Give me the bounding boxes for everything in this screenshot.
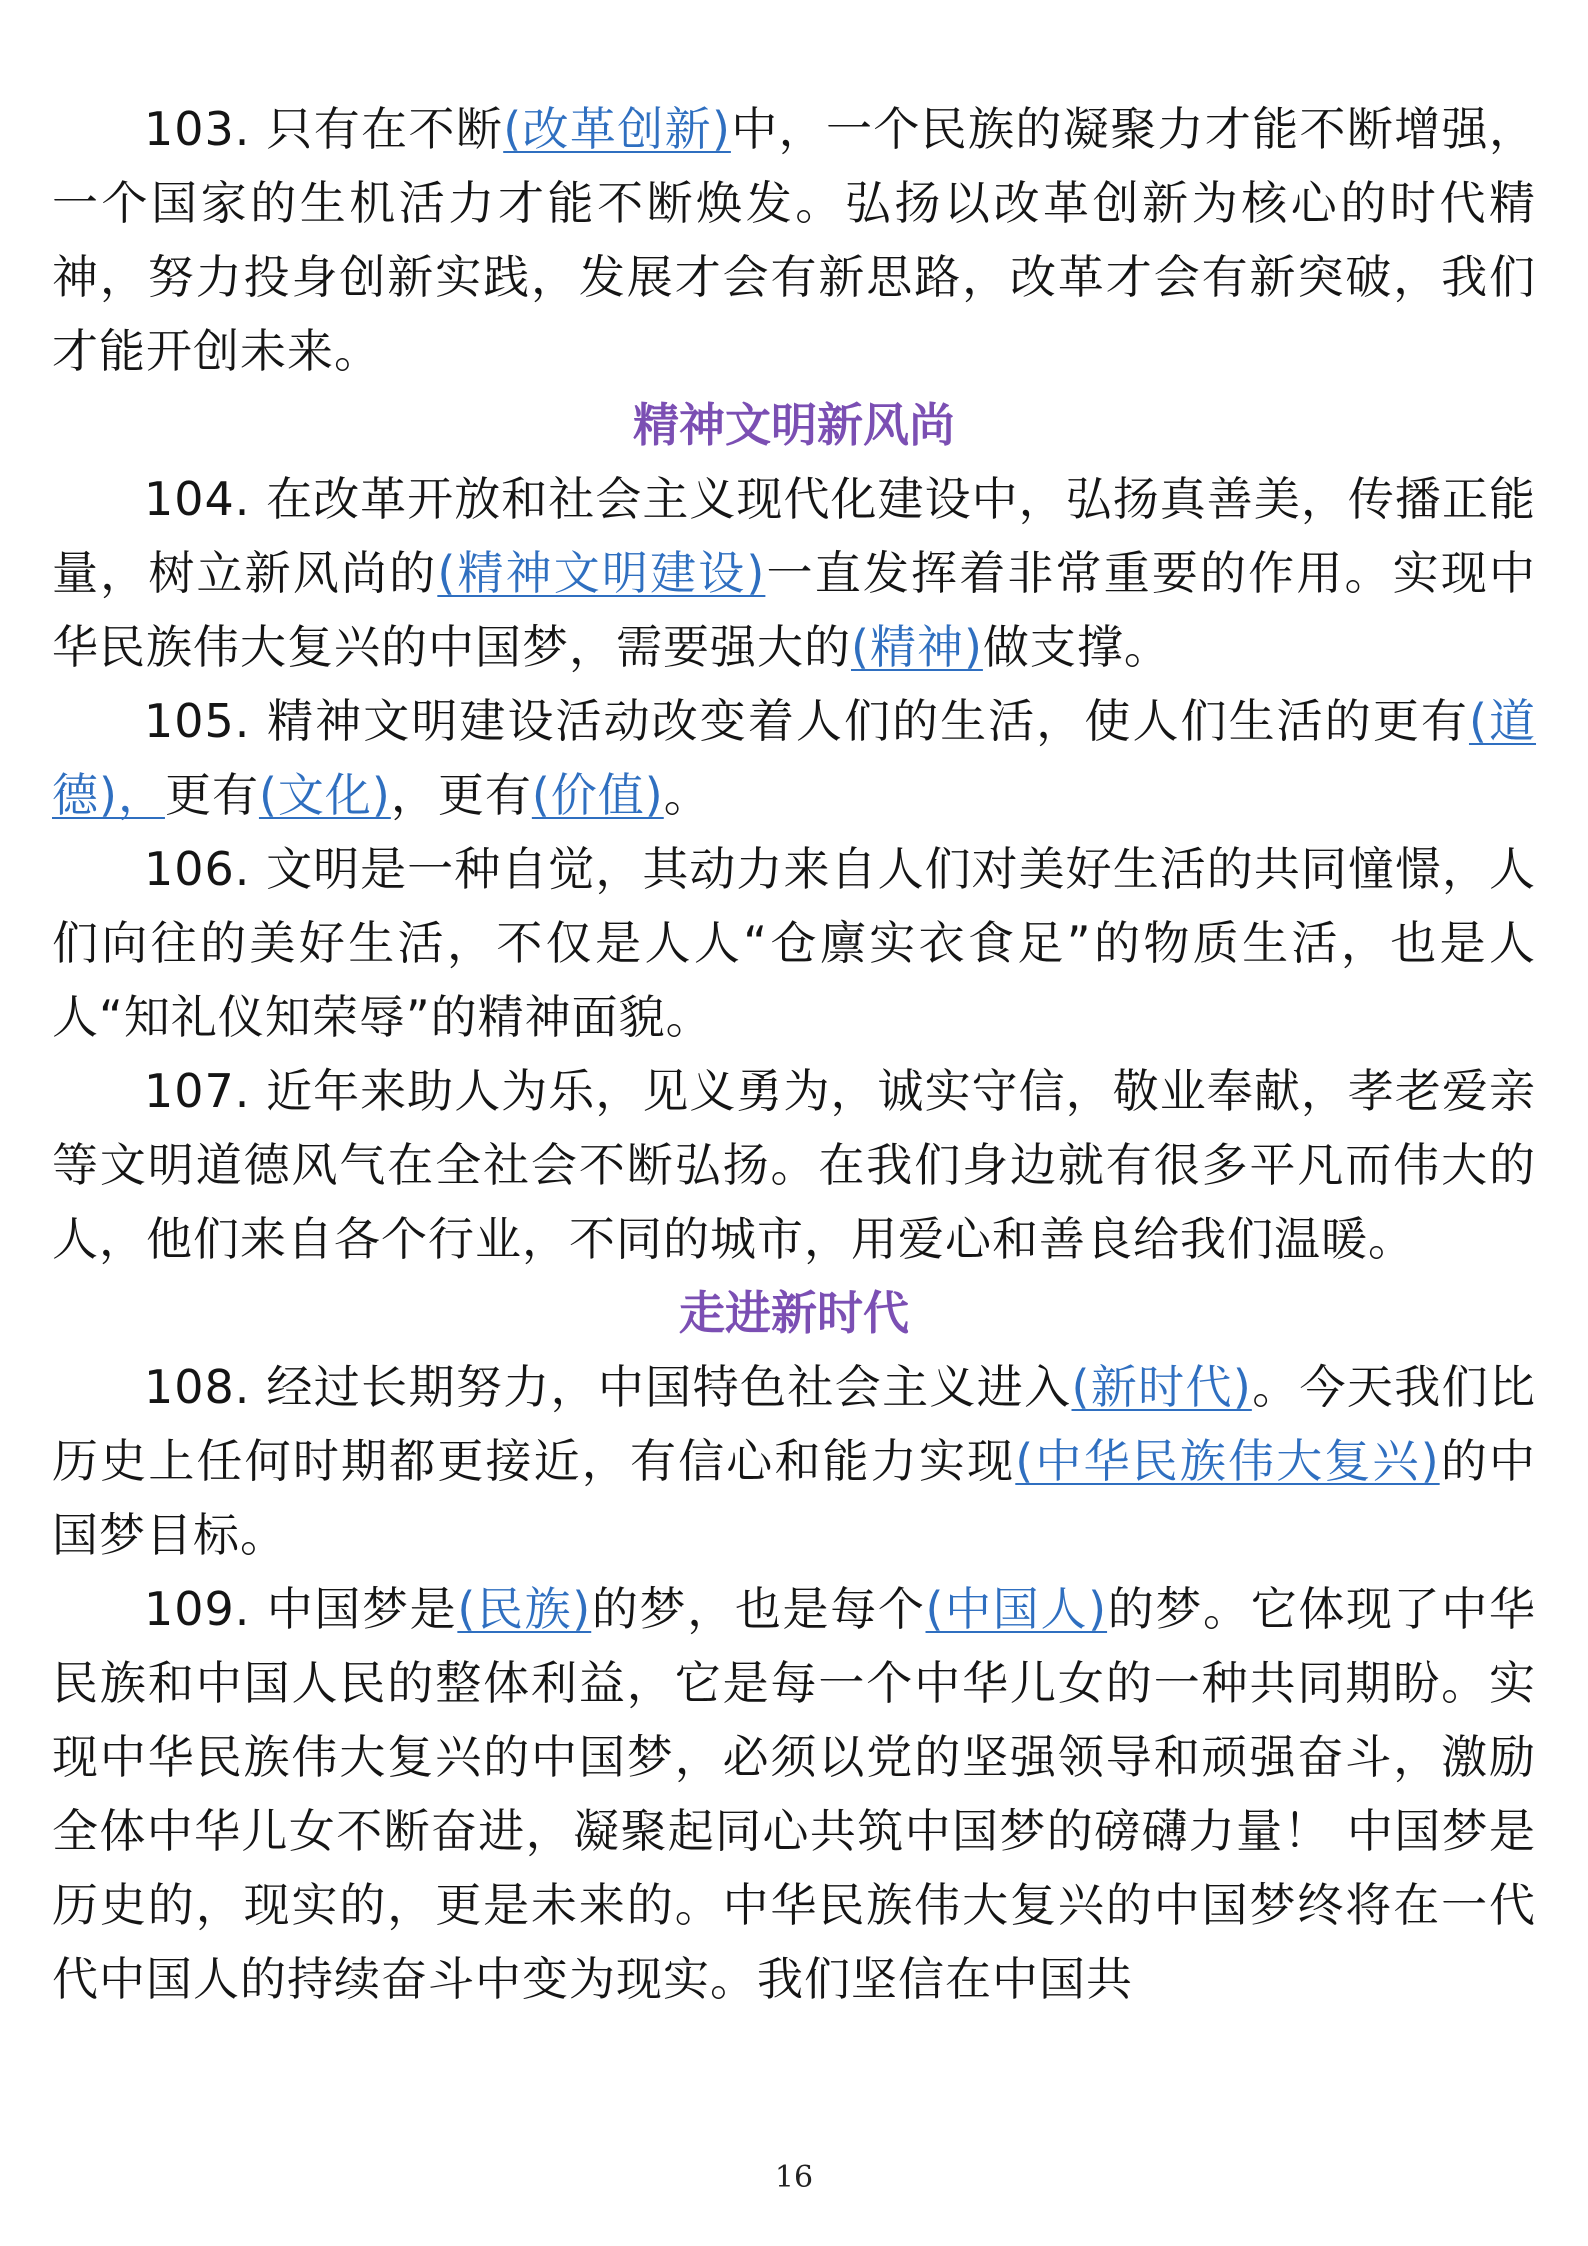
- page-number: 16: [774, 2160, 814, 2195]
- paragraph-text: 107. 近年来助人为乐，见义勇为，诚实守信，敬业奉献，孝老爱亲等文明道德风气在全社会不断弘扬。在我们身边就有很多平凡而伟大的人，他们来自各个行业，不同的城市，用爱心和善良给我们温暖。: [52, 1064, 1536, 1266]
- answer-blank: (中国人): [925, 1582, 1108, 1636]
- paragraph-text: 106. 文明是一种自觉，其动力来自人们对美好生活的共同憧憬，人们向往的美好生活，不仅是人人“仓廪实衣食足”的物质生活，也是人人“知礼仪知荣辱”的精神面貌。: [52, 842, 1536, 1044]
- answer-blank: (精神): [851, 620, 983, 674]
- answer-blank: (民族): [457, 1582, 592, 1636]
- question-paragraph: [52, 1572, 1536, 2016]
- answer-blank: (精神文明建设): [437, 546, 766, 600]
- answer-blank: (文化): [258, 768, 391, 822]
- answer-blank: (改革创新): [503, 102, 731, 156]
- paragraph-text: 105. 精神文明建设活动改变着人们的生活，使人们生活的更有: [144, 694, 1469, 748]
- paragraph-text: 更有: [164, 768, 259, 822]
- question-paragraph: [52, 1350, 1536, 1572]
- question-paragraph: [52, 1054, 1536, 1276]
- paragraph-text: 103. 只有在不断: [144, 102, 504, 156]
- section-heading: 精神文明新风尚: [633, 398, 955, 452]
- paragraph-text: 的中国梦目标。: [52, 1434, 1537, 1562]
- document-body: [52, 92, 1536, 2016]
- question-paragraph: [52, 832, 1536, 1054]
- paragraph-text: 的梦，也是每个: [591, 1582, 926, 1636]
- paragraph-text: 一直发挥着非常重要的作用。实现中华民族伟大复兴的中国梦，需要强大的: [52, 546, 1537, 674]
- paragraph-text: 。: [663, 768, 711, 822]
- question-paragraph: [52, 684, 1536, 832]
- paragraph-text: 做支撑。: [982, 620, 1171, 674]
- section-heading: 走进新时代: [679, 1286, 909, 1340]
- answer-blank: (道德)，: [52, 694, 1537, 822]
- paragraph-text: 109. 中国梦是: [144, 1582, 458, 1636]
- answer-blank: (中华民族伟大复兴): [1015, 1434, 1440, 1488]
- answer-blank: (新时代): [1071, 1360, 1252, 1414]
- paragraph-text: 中，一个民族的凝聚力才能不断增强，一个国家的生机活力才能不断焕发。弘扬以改革创新为核心的时代精神，努力投身创新实践，发展才会有新思路，改革才会有新突破，我们才能开创未来。: [52, 102, 1536, 378]
- paragraph-text: 108. 经过长期努力，中国特色社会主义进入: [144, 1360, 1072, 1414]
- answer-blank: (价值): [531, 768, 664, 822]
- question-paragraph: [52, 462, 1536, 684]
- paragraph-text: ，更有: [390, 768, 532, 822]
- paragraph-text: 。今天我们比历史上任何时期都更接近，有信心和能力实现: [52, 1360, 1536, 1488]
- question-paragraph: [52, 92, 1536, 388]
- paragraph-text: 的梦。它体现了中华民族和中国人民的整体利益，它是每一个中华儿女的一种共同期盼。实现中华民族伟大复兴的中国梦，必须以党的坚强领导和顽强奋斗，激励全体中华儿女不断奋进，凝聚起同心共筑中国梦的磅礴力量！ 中国梦是历史的，现实的，更是未来的。中华民族伟大复兴的中国梦终将在一代代中国人的持续奋斗中变为现实。我们坚信在中国共: [52, 1582, 1537, 2006]
- paragraph-text: 104. 在改革开放和社会主义现代化建设中，弘扬真善美，传播正能量，树立新风尚的: [52, 472, 1536, 600]
